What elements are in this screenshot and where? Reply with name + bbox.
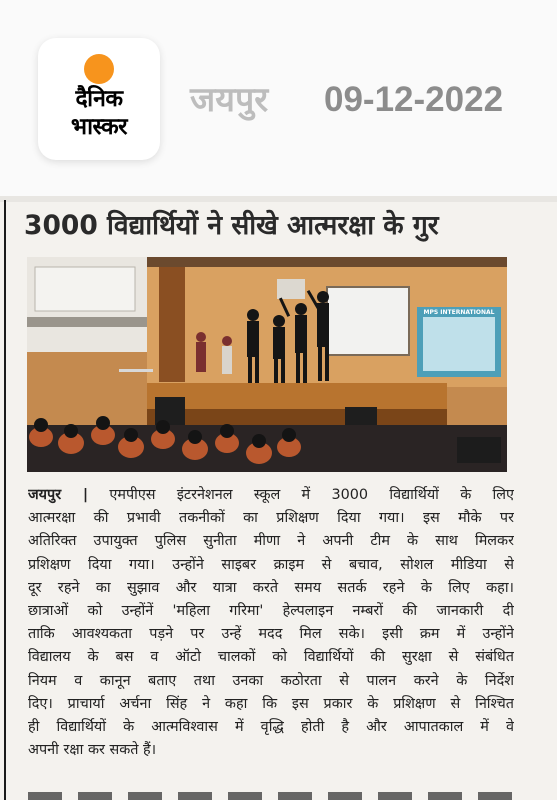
article-headline: 3000 विद्यार्थियों ने सीखे आत्मरक्षा के गुर [24, 210, 439, 241]
article-line: अपनी रक्षा कर सकते हैं। [28, 742, 157, 759]
event-photo-illustration [27, 257, 507, 472]
sun-icon [84, 54, 114, 84]
article-line: दूर रहने का सुझाव और यात्रा करते समय सतर्क रहने के लिए कहा। [28, 579, 514, 596]
article-line: दिए। प्राचार्या अर्चना सिंह ने कहा कि इस प्रकार के प्रशिक्षण से निश्चित [28, 695, 514, 712]
article-line: आत्मरक्षा की प्रभावी तकनीकों का प्रशिक्षण दिया गया। इस मौके पर [28, 510, 514, 527]
article-photo [27, 257, 507, 472]
article-dateline: जयपुर | [28, 487, 89, 503]
logo-text-line2: भास्कर [70, 114, 128, 140]
article-line: छात्राओं को उन्होंनें 'महिला गरिमा' हेल्पलाइन नम्बरों की जानकारी दी [28, 602, 514, 619]
article-line: नियम व कानून बताए तथा उनका कठोरता से पालन करने के निर्देश [28, 672, 514, 689]
article-line: प्रशिक्षण दिया गया। उन्होंने साइबर क्राइम से बचाव, सोशल मीडिया से [28, 556, 514, 573]
clipped-next-line [28, 792, 518, 800]
dainik-bhaskar-logo [38, 38, 160, 160]
logo-text-line1: दैनिक [75, 86, 123, 112]
edition-city: जयपुर [190, 80, 269, 120]
photo-banner-text: MPS INTERNATIONAL [423, 309, 495, 316]
article-line-text: एमपीएस इंटरनेशनल स्कूल में 3000 विद्यार्थियों के लिए [88, 487, 514, 503]
article-line: ही विद्यार्थियों के आत्मविश्वास में वृद्धि होती है और आपातकाल में वे [28, 718, 514, 735]
page-header [0, 0, 557, 200]
article-line [28, 484, 514, 507]
article-line: अतिरिक्त उपायुक्त पुलिस सुनीता मीणा ने अपनी टीम के साथ मिलकर [28, 533, 514, 550]
clipping-top-edge [0, 196, 557, 202]
article-body [28, 484, 514, 762]
article-line: ताकि आवश्यकता पड़ने पर उन्हें मदद मिल सके। इसी क्रम में उन्होंने [28, 626, 514, 643]
column-rule [4, 200, 6, 800]
article-line: विद्यालय के बस व ऑटो चालकों को विद्यार्थियों की सुरक्षा से संबंधित [28, 649, 514, 666]
edition-date: 09-12-2022 [324, 80, 504, 119]
